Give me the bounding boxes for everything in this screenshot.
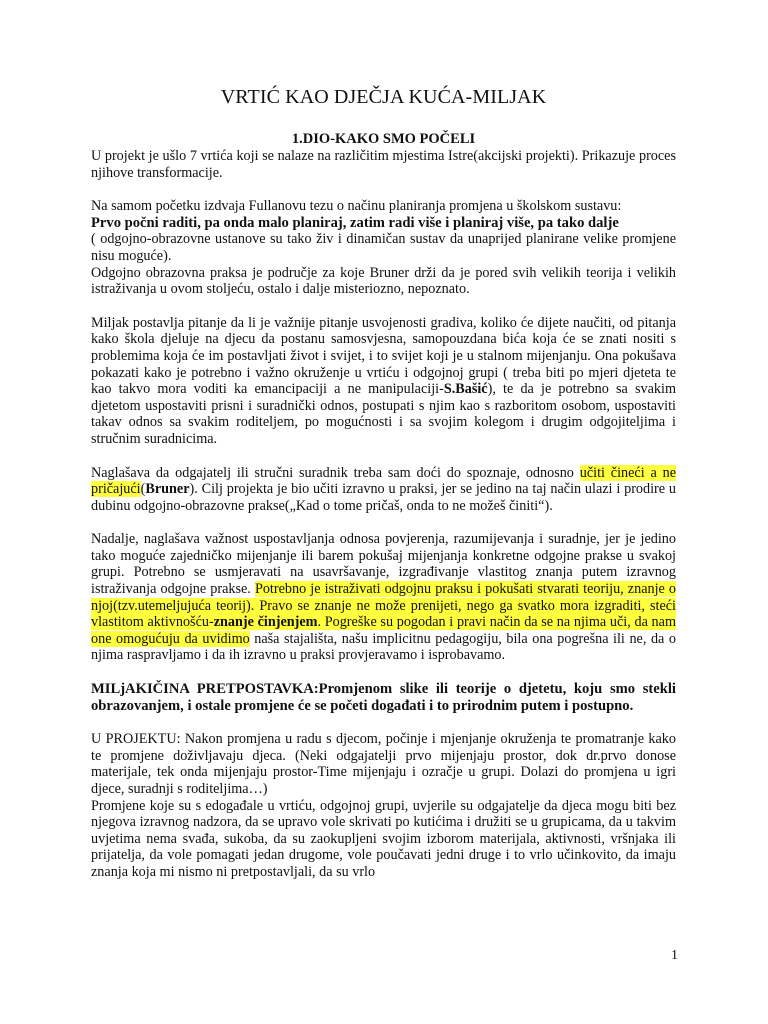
highlight-text: učiti čineći a ne pričajući bbox=[91, 464, 676, 498]
document-body bbox=[91, 85, 676, 881]
author-bold: S.Bašić bbox=[443, 381, 488, 398]
paragraph-6: Nadalje, naglašava važnost uspostavljanja odnosa povjerenja, razumijevanja i suradnje, jer je jedino tako moguće zajedničko mijenjanje ili barem pokušaj mijenjanja konkretne odgojne prakse u svakoj grupi. Potrebno se usmjeravati na usavršavanje, izgrađivanje vlastitog znanja putem izravnog istraživanja odgojne prakse. Potrebno je istraživati odgojnu praksu i pokušati stvarati teoriju, znanje o njoj(tzv.utemeljujuća teorij). Pravo se znanje ne može prenijeti, nego ga svatko mora izgraditi, steći vlastitom aktivnošću-znanje činjenjem. Pogreške su pogodan i pravi način da se na njima uči, da nam one omogućuju da uvidimo naša stajališta, našu implicitnu pedagogiju, bila ona pogrešna ili ne, da o njima raspravljamo i da ih izravno u praksi provjeravamo i isprobavamo. bbox=[91, 531, 676, 664]
section-heading: 1.DIO-KAKO SMO POČELI bbox=[291, 131, 476, 147]
author-bold: Bruner bbox=[145, 481, 190, 498]
paragraph-7-hypothesis: MILjAKIČINA PRETPOSTAVKA:Promjenom slike ili teorije o djetetu, koju smo stekli obrazovanjem, i ostale promjene će se početi događati i to prirodnim putem i postupno. bbox=[91, 681, 676, 714]
paragraph-5: Naglašava da odgajatelj ili stručni suradnik treba sam doći do spoznaje, odnosno učiti čineći a ne pričajući(Bruner). Cilj projekta je bio učiti izravno u praksi, jer se jedino na taj način ulazi i prodire u dubinu odgojno-obrazovne prakse(„Kad o tome pričaš, onda to ne možeš činiti“). bbox=[91, 464, 676, 514]
paragraph-3: Odgojno obrazovna praksa je područje za koje Bruner drži da je pored svih velikih teorija i velikih istraživanja u ovom stoljeću, ostalo i dalje misteriozno, nepoznato. bbox=[91, 264, 676, 298]
paragraph-9: Promjene koje su s edogađale u vrtiću, odgojnoj grupi, uvjerile su odgajatelje da djeca mogu biti bez njegova izravnog nadzora, da se upravo vole skrivati po kutićima i družiti se u grupicama, da u takvim uvjetima nema svađa, sukoba, da su zaokupljeni svojim izborom materijala, aktivnosti, vršnjaka ili prijatelja, da vole pomagati jedan drugome, vole poučavati jedni druge i to vrlo učinkovito, da imaju znanja koja mi nismo ni pretpostavljali, da su vrlo bbox=[91, 797, 676, 880]
paragraph-8: U PROJEKTU: Nakon promjena u radu s djecom, počinje i mjenjanje okruženja te promatranje kako te promjene doživljavaju djeca. (Neki odgajatelji prvo mijenjaju prostor, dok dr.prvo donose materijale, tek onda mijenjaju prostor-Time mijenjaju i ozračje u grupi. Dolazi do promjena u igri djece, suradnji s roditeljima…) bbox=[91, 731, 676, 797]
paragraph-2-bold: Prvo počni raditi, pa onda malo planiraj, zatim radi više i planiraj više, pa tako dalje bbox=[91, 214, 619, 231]
paragraph-2-intro: Na samom početku izdvaja Fullanovu tezu o načinu planiranja promjena u školskom sustavu: bbox=[91, 198, 622, 215]
paragraph-2-rest: ( odgojno-obrazovne ustanove su tako živ i dinamičan sustav da unaprijed planirane velike promjene nisu moguće). bbox=[91, 231, 676, 264]
paragraph-1: U projekt je ušlo 7 vrtića koji se nalaze na različitim mjestima Istre(akcijski projekti). Prikazuje proces njihove transformacije. bbox=[91, 148, 676, 181]
highlight-bold: znanje činjenjem bbox=[213, 614, 318, 631]
paragraph-4: Miljak postavlja pitanje da li je važnije pitanje usvojenosti gradiva, koliko će dijete naučiti, od pitanja kako škola djeluje na djecu da postanu samosvjesna, samopouzdana bića koja će se znati nositi s problemima koja će im postavljati život i svijet, i to svijet koji je u stalnom mijenjanju. Ona pokušava pokazati kako je potrebno i važno okruženje u vrtiću i odgojnoj grupi ( treba biti po mjeri djeteta te kao takvo mora voditi ka emancipaciji a ne manipulaciji-S.Bašić), te da je potrebno sa svakim djetetom uspostaviti prisni i suradnički odnos, postupati s njim kao s razboritom osobom, uspostaviti takav odnos sa svakim roditeljem, po mogućnosti i sa svojim kolegom i drugim odgojiteljima i stručnim suradnicima. bbox=[91, 314, 676, 447]
page-number: 1 bbox=[671, 948, 678, 963]
document-title: VRTIĆ KAO DJEČJA KUĆA-MILJAK bbox=[220, 86, 547, 108]
highlight-text: Potrebno je istraživati odgojnu praksu i pokušati stvarati teoriju, znanje o njoj(tzv.utemeljujuća teorij). Pravo se znanje ne može prenijeti, nego ga svatko mora izgraditi, steći vlastitom aktivnošću- bbox=[91, 581, 676, 631]
highlight-text: . Pogreške su pogodan i pravi način da se na njima uči, da nam one omogućuju da uvidimo bbox=[91, 614, 676, 647]
